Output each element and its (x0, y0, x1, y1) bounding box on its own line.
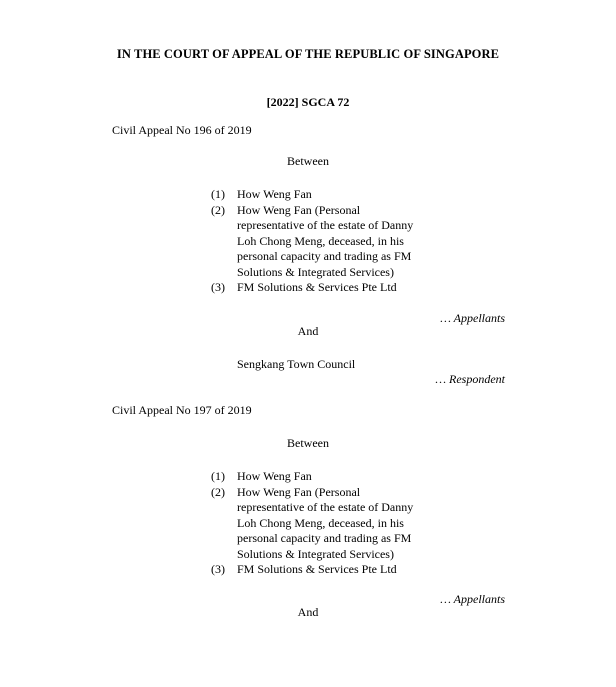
between-label: Between (287, 154, 329, 168)
party-name: How Weng Fan (Personal representative of the estate of Danny Loh Chong Meng, deceased, in his personal capacity and trading as FM Solutions & Integrated Services) (237, 202, 414, 279)
case-citation: [2022] SGCA 72 (266, 95, 350, 109)
court-title: IN THE COURT OF APPEAL OF THE REPUBLIC OF SINGAPORE (116, 47, 500, 61)
case-number-197: Civil Appeal No 197 of 2019 (112, 403, 252, 417)
and-label: And (297, 324, 319, 338)
party-name: How Weng Fan (237, 187, 312, 201)
party-name: How Weng Fan (Personal representative of the estate of Danny Loh Chong Meng, deceased, in his personal capacity and trading as FM Solutions & Integrated Services) (237, 484, 414, 561)
party-item (211, 280, 421, 296)
and-label: And (297, 605, 319, 619)
appellants-label: … Appellants (440, 592, 505, 606)
party-item (211, 485, 421, 563)
party-number: (2) (211, 484, 225, 499)
party-number: (3) (211, 280, 225, 294)
party-item (211, 469, 421, 485)
appellant-list (211, 469, 421, 578)
party-item (211, 187, 421, 203)
respondent-label: … Respondent (435, 372, 505, 386)
party-number: (1) (211, 187, 225, 201)
party-name: FM Solutions & Services Pte Ltd (237, 562, 397, 576)
appellant-list (211, 187, 421, 296)
party-number: (3) (211, 562, 225, 576)
party-item (211, 562, 421, 578)
respondent-name: Sengkang Town Council (237, 357, 356, 371)
party-number: (2) (211, 202, 225, 217)
case-number-196: Civil Appeal No 196 of 2019 (112, 123, 252, 137)
appellants-label: … Appellants (440, 311, 505, 325)
party-name: FM Solutions & Services Pte Ltd (237, 280, 397, 294)
between-label: Between (287, 436, 329, 450)
party-item (211, 203, 421, 281)
party-name: How Weng Fan (237, 469, 312, 483)
party-number: (1) (211, 469, 225, 483)
